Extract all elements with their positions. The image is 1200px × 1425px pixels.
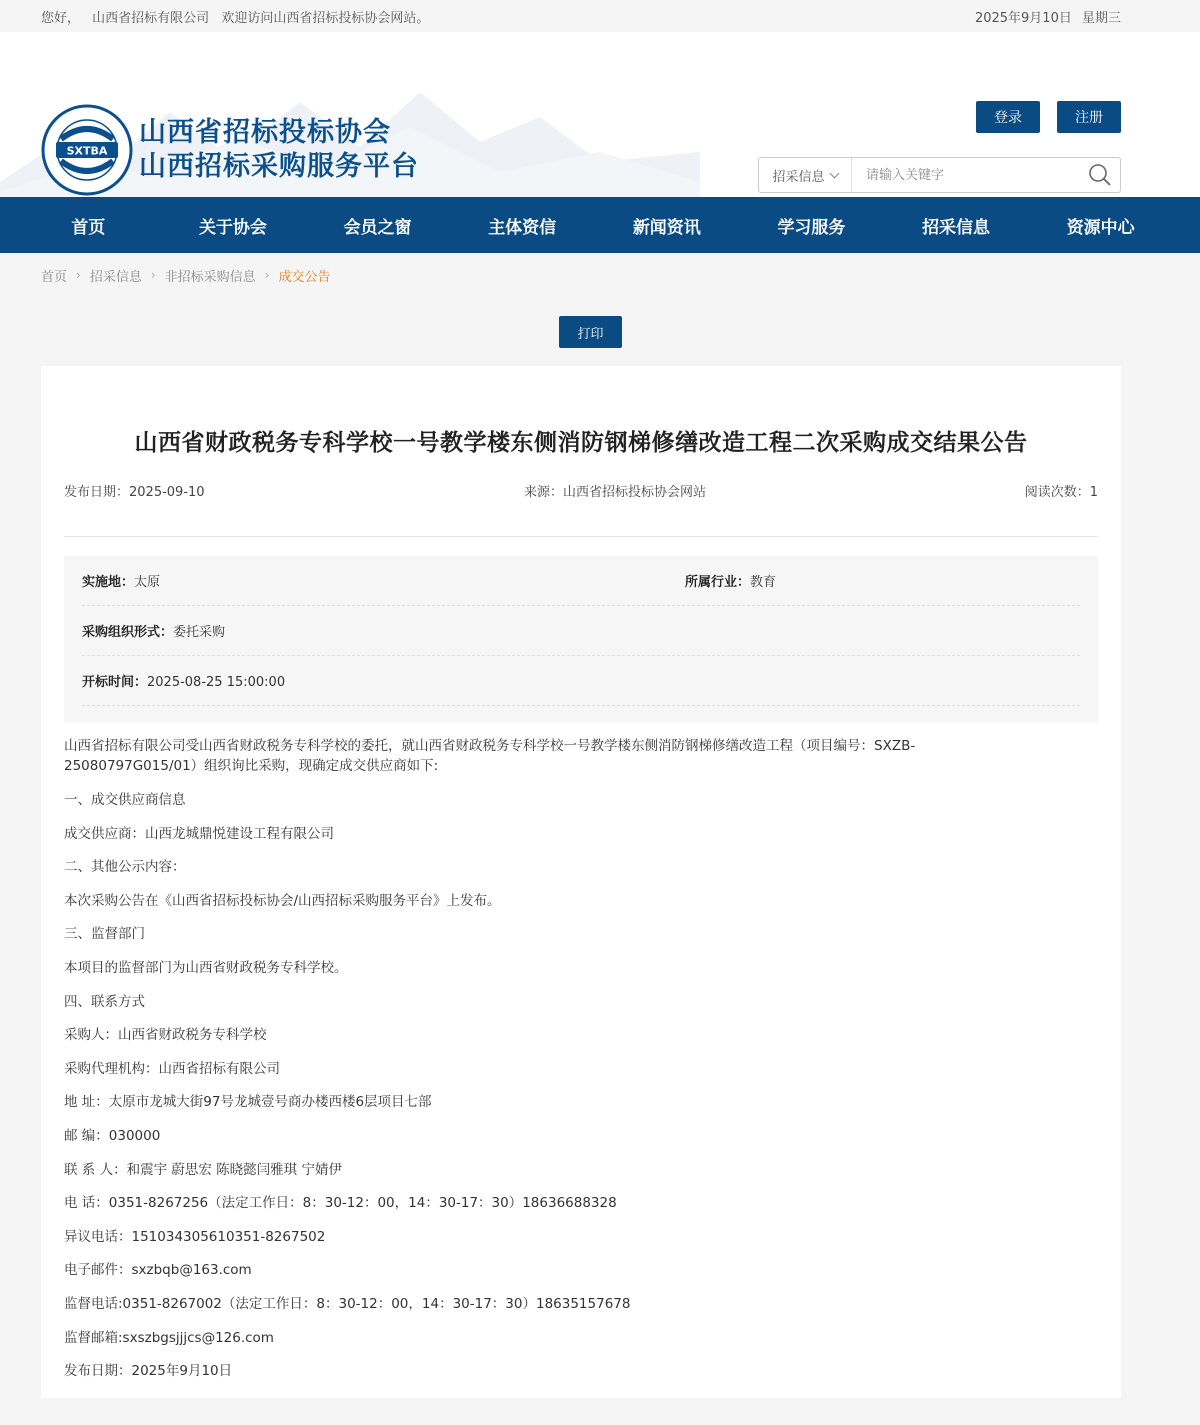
- info-row: [82, 556, 1080, 606]
- top-bar: [0, 0, 1200, 32]
- article-paragraph: 邮 编：030000: [64, 1127, 161, 1144]
- location-value: 太原: [134, 575, 161, 590]
- org-value: 委托采购: [173, 625, 226, 640]
- nav-credit[interactable]: 主体资信: [488, 217, 557, 238]
- article-paragraph: 电 话：0351-8267256（法定工作日：8：30-12：00，14：30-17：30）18636688328: [64, 1195, 617, 1212]
- logo-text: [139, 116, 419, 184]
- org-label: 采购组织形式：: [82, 625, 174, 640]
- article-title: 山西省财政税务专科学校一号教学楼东侧消防钢梯修缮改造工程二次采购成交结果公告: [134, 430, 1028, 456]
- location-label: 实施地：: [82, 575, 135, 590]
- article-source: 来源：山西省招标投标协会网站: [524, 485, 707, 500]
- article-paragraph: 成交供应商：山西龙城鼎悦建设工程有限公司: [64, 825, 334, 842]
- site-header: [0, 32, 1200, 197]
- current-weekday: 星期三: [1081, 10, 1121, 26]
- info-row: [82, 656, 1080, 706]
- nav-resources[interactable]: 资源中心: [1066, 217, 1135, 238]
- print-bar: [0, 297, 1200, 367]
- divider: [64, 536, 1098, 537]
- register-button[interactable]: 注册: [1057, 101, 1121, 133]
- greeting: [41, 7, 437, 26]
- open-time-label: 开标时间：: [82, 675, 148, 690]
- project-info-box: [64, 556, 1098, 722]
- nav-home[interactable]: 首页: [71, 217, 106, 238]
- current-date: 2025年9月10日: [974, 10, 1072, 26]
- logo-line-2: 山西招标采购服务平台: [139, 151, 419, 182]
- article-paragraph: 监督电话:0351-8267002（法定工作日：8：30-12：00，14：30-17：30）18635157678: [64, 1295, 631, 1312]
- nav-about[interactable]: 关于协会: [198, 217, 267, 238]
- article-paragraph: 地 址：太原市龙城大街97号龙城壹号商办楼西楼6层项目七部: [64, 1094, 432, 1111]
- article-paragraph: 发布日期：2025年9月10日: [64, 1363, 233, 1380]
- sxtba-seal-icon: [41, 104, 133, 196]
- main-nav: [0, 197, 1200, 253]
- info-row: [82, 606, 1080, 656]
- svg-text:SXTBA: SXTBA: [66, 144, 108, 158]
- article-body: [64, 736, 1098, 1395]
- search-category-select[interactable]: [759, 158, 852, 192]
- nav-procurement[interactable]: 招采信息: [922, 217, 991, 238]
- search-bar: [758, 157, 1121, 193]
- search-input[interactable]: [852, 158, 1080, 192]
- breadcrumb-procurement[interactable]: 招采信息: [89, 269, 142, 285]
- article-paragraph: 采购代理机构：山西省招标有限公司: [64, 1060, 280, 1077]
- breadcrumb-home[interactable]: 首页: [41, 269, 68, 285]
- article-paragraph: 采购人：山西省财政税务专科学校: [64, 1027, 267, 1044]
- breadcrumb-non-tender[interactable]: 非招标采购信息: [164, 269, 256, 285]
- chevron-down-icon: [829, 168, 839, 178]
- nav-news[interactable]: 新闻资讯: [632, 217, 701, 238]
- login-button[interactable]: 登录: [976, 101, 1040, 133]
- logo-line-1: 山西省招标投标协会: [139, 117, 391, 148]
- industry-label: 所属行业：: [685, 575, 751, 590]
- search-icon[interactable]: [1080, 158, 1120, 192]
- article-paragraph: 本次采购公告在《山西省招标投标协会/山西招标采购服务平台》上发布。: [64, 892, 501, 909]
- article-paragraph: 电子邮件：sxzbqb@163.com: [64, 1262, 252, 1279]
- article-paragraph: 二、其他公示内容：: [64, 859, 186, 876]
- breadcrumb-current: 成交公告: [278, 269, 331, 285]
- article-paragraph: 三、监督部门: [64, 926, 145, 943]
- nav-learning[interactable]: 学习服务: [777, 217, 846, 238]
- welcome-text: 欢迎访问山西省招标投标协会网站。: [221, 10, 430, 26]
- publish-date: 发布日期：2025-09-10: [64, 485, 205, 500]
- open-time-value: 2025-08-25 15:00:00: [147, 675, 286, 690]
- chevron-right-icon: ›: [264, 268, 270, 282]
- auth-buttons: [976, 101, 1121, 133]
- article-paragraph: 监督邮箱:sxszbgsjjjcs@126.com: [64, 1329, 274, 1346]
- chevron-right-icon: ›: [76, 268, 81, 282]
- date-display: [975, 7, 1121, 26]
- article-intro: 山西省招标有限公司受山西省财政税务专科学校的委托，就山西省财政税务专科学校一号教学楼东侧消防钢梯修缮改造工程（项目编号：SXZB-25080797G015/01）组织询比采购，现确定成交供应商如下:: [64, 738, 916, 774]
- article-meta: [64, 481, 1098, 499]
- article-paragraph: 异议电话：151034305610351-8267502: [64, 1228, 326, 1245]
- nav-members[interactable]: 会员之窗: [343, 217, 412, 238]
- article-paragraph: 联 系 人：和震宇 蔚思宏 陈晓懿闫雅琪 宁婧伊: [64, 1161, 342, 1178]
- site-logo[interactable]: [41, 104, 419, 196]
- print-button[interactable]: 打印: [559, 316, 622, 348]
- search-category-label: 招采信息: [772, 169, 825, 185]
- article-paragraph: 一、成交供应商信息: [64, 792, 186, 808]
- article-card: [41, 366, 1121, 1398]
- company-name: 山西省招标有限公司: [92, 10, 210, 26]
- article-paragraph: 四、联系方式: [64, 993, 145, 1010]
- breadcrumb: [0, 253, 1200, 297]
- industry-value: 教育: [750, 575, 777, 590]
- chevron-right-icon: ›: [150, 268, 156, 282]
- view-count: 阅读次数：1: [1024, 485, 1098, 500]
- greeting-text: 您好，: [41, 10, 81, 26]
- article-paragraph: 本项目的监督部门为山西省财政税务专科学校。: [64, 959, 348, 976]
